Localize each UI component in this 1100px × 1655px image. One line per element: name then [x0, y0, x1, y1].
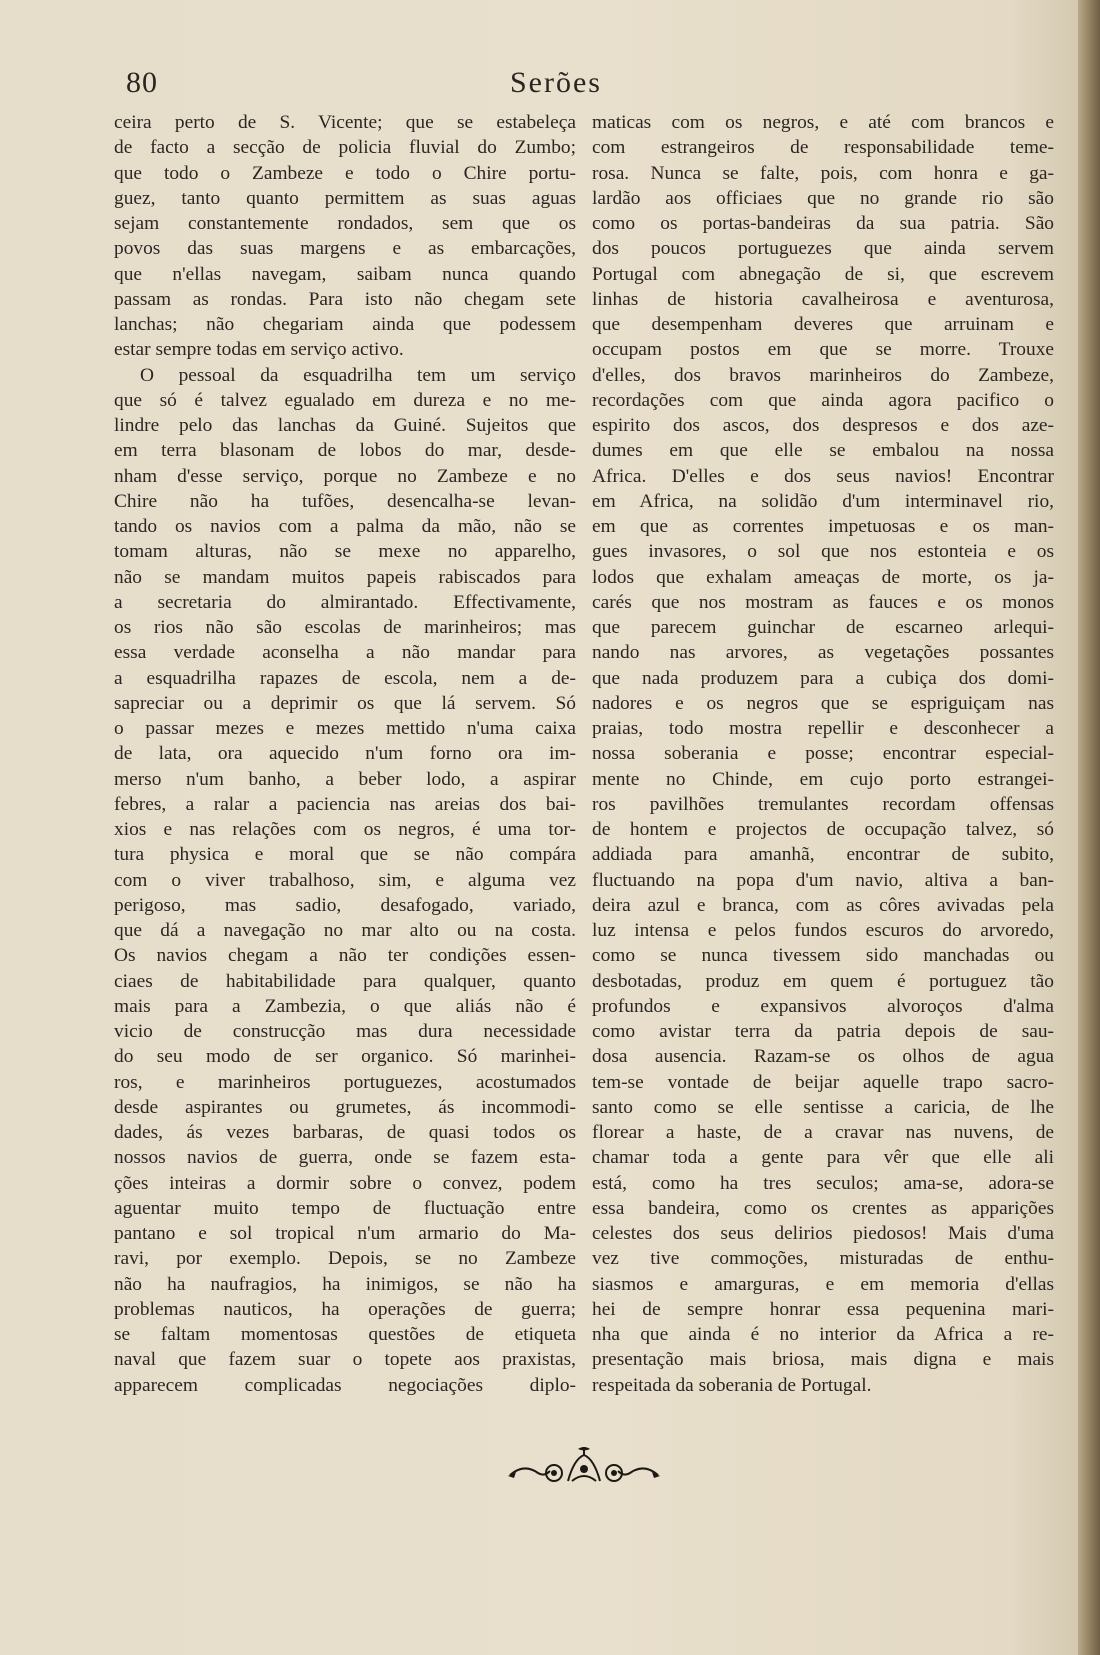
text-line: passam as rondas. Para isto não chegam sete [114, 288, 576, 310]
text-line: nadores e os negros que se espriguiçam nas [592, 692, 1054, 714]
text-line: dosa ausencia. Razam-se os olhos de agua [592, 1046, 1054, 1068]
text-line: nha que ainda é no interior da Africa a re- [592, 1324, 1054, 1345]
text-line: mente no Chinde, em cujo porto estrangei- [592, 768, 1054, 790]
text-line: sapreciar ou a deprimir os que lá servem. Só [114, 692, 576, 714]
text-line: respeitada da soberania de Portugal. [592, 1374, 872, 1396]
text-line: Chire não ha tufões, desencalha-se levan- [114, 490, 576, 512]
text-line: dumes em que elle se embalou na nossa [592, 440, 1054, 462]
text-line: lardão aos officiaes que no grande rio são [592, 187, 1054, 209]
running-title: Serões [510, 66, 602, 99]
text-line: que nada produzem para a cubiça dos domi- [592, 667, 1054, 689]
page-number: 80 [126, 66, 158, 99]
text-line: com estrangeiros de responsabilidade teme- [592, 137, 1054, 159]
text-line: que só é talvez egualado em dureza e no me- [114, 389, 576, 411]
text-line: que n'ellas navegam, saibam nunca quando [114, 263, 576, 285]
text-line: lanchas; não chegariam ainda que podessem [114, 314, 576, 335]
text-line: febres, a ralar a paciencia nas areias dos bai- [114, 793, 576, 815]
text-line: florear a haste, de a cravar nas nuvens, de [592, 1122, 1054, 1143]
text-line: chamar toda a gente para vêr que elle ali [592, 1147, 1054, 1169]
text-line: que desempenham deveres que arruinam e [592, 314, 1054, 335]
text-line: em que as correntes impetuosas e os man- [592, 516, 1054, 537]
text-line: ravi, por exemplo. Depois, se no Zambeze [114, 1248, 576, 1270]
text-line: hei de sempre honrar essa pequenina mari- [592, 1298, 1054, 1320]
text-line: de lata, ora aquecido n'um forno ora im- [114, 743, 576, 765]
text-line: essa bandeira, como os crentes as apparições [592, 1197, 1054, 1219]
text-line: problemas nauticos, ha operações de guerra; [114, 1298, 576, 1320]
text-line: nossa soberania e posse; encontrar especial- [592, 743, 1054, 765]
text-line: de facto a secção de policia fluvial do Zumbo; [114, 137, 576, 159]
text-line: deira azul e branca, com as côres avivadas pela [592, 894, 1054, 916]
text-line: de hontem e projectos de occupação talvez, só [592, 819, 1054, 840]
text-line: ciaes de habitabilidade para qualquer, quanto [114, 970, 576, 992]
text-line: tura physica e moral que se não compára [114, 844, 576, 866]
text-line: a secretaria do almirantado. Effectivamente, [114, 591, 576, 613]
floral-tailpiece-icon [504, 1445, 664, 1489]
text-line: está, como ha tres seculos; ama-se, adora-se [592, 1172, 1054, 1194]
text-line: o passar mezes e mezes mettido n'uma caixa [114, 718, 576, 739]
text-line: profundos e expansivos alvoroços d'alma [592, 995, 1054, 1017]
text-line: lindre pelo das lanchas da Guiné. Sujeitos que [114, 415, 576, 436]
right-text-column [592, 110, 1054, 1398]
text-line: rosa. Nunca se falte, pois, com honra e ga- [592, 162, 1054, 184]
book-spine-edge [1078, 0, 1100, 1655]
text-line: com o viver trabalhoso, sim, e alguma vez [114, 869, 576, 891]
text-line: Os navios chegam a não ter condições essen- [114, 945, 576, 967]
text-line: a esquadrilha rapazes de escola, nem a de- [114, 667, 576, 689]
text-line: fluctuando na popa d'um navio, altiva a ban- [592, 869, 1054, 891]
text-line: povos das suas margens e as embarcações, [114, 238, 576, 260]
text-line: guez, tanto quanto permittem as suas aguas [114, 187, 576, 209]
text-line: recordações com que ainda agora pacifico o [592, 389, 1054, 411]
text-line: lodos que exhalam ameaças de morte, os ja- [592, 566, 1054, 588]
text-line: celestes dos seus delirios piedosos! Mais d'uma [592, 1223, 1054, 1244]
text-line: tomam alturas, não se mexe no apparelho, [114, 541, 576, 563]
text-line: ções inteiras a dormir sobre o convez, podem [114, 1172, 576, 1194]
text-line: apparecem complicadas negociações diplo- [114, 1374, 576, 1396]
text-line: ros pavilhões tremulantes recordam offensas [592, 793, 1054, 815]
text-line: aguentar muito tempo de fluctuação entre [114, 1197, 576, 1219]
text-line: addiada para amanhã, encontrar de subito, [592, 844, 1054, 866]
text-line: xios e nas relações com os negros, é uma tor- [114, 819, 576, 840]
text-line: nossos navios de guerra, onde se fazem esta- [114, 1147, 576, 1169]
text-line: luz intensa e pelos fundos escuros do arvoredo, [592, 920, 1054, 941]
text-line: em Africa, na solidão d'um interminavel rio, [592, 490, 1054, 512]
text-line: nham d'esse serviço, porque no Zambeze e no [114, 465, 576, 487]
text-line: santo como se elle sentisse a caricia, de lhe [592, 1096, 1054, 1118]
text-line: ros, e marinheiros portuguezes, acostumados [114, 1071, 576, 1093]
text-line: que parecem guinchar de escarneo arlequi- [592, 617, 1054, 638]
text-line: em terra blasonam de lobos do mar, desde- [114, 440, 576, 462]
text-line: occupam postos em que se morre. Trouxe [592, 339, 1054, 361]
text-line: não ha naufragios, ha inimigos, se não ha [114, 1273, 576, 1295]
text-line: perigoso, mas sadio, desafogado, variado, [114, 894, 576, 916]
text-line: espirito dos ascos, dos despresos e dos aze- [592, 415, 1054, 436]
text-line: os rios não são escolas de marinheiros; mas [114, 617, 576, 638]
text-line: como os portas-bandeiras da sua patria. São [592, 213, 1054, 234]
text-line: tem-se vontade de beijar aquelle trapo sacro- [592, 1071, 1054, 1093]
text-line: mais para a Zambezia, o que aliás não é [114, 995, 576, 1017]
text-line: dos poucos portuguezes que ainda servem [592, 238, 1054, 260]
text-line: vez tive commoções, misturadas de enthu- [592, 1248, 1054, 1270]
text-line: sejam constantemente rondados, sem que os [114, 213, 576, 234]
text-line: desbotadas, produz em quem é portuguez tão [592, 970, 1054, 992]
text-line: Africa. D'elles e dos seus navios! Encontrar [592, 465, 1054, 487]
text-line: naval que fazem suar o topete aos praxistas, [114, 1349, 576, 1371]
text-line: siasmos e amarguras, e em memoria d'ellas [592, 1273, 1054, 1295]
text-line: que todo o Zambeze e todo o Chire portu- [114, 162, 576, 184]
text-line: que dá a navegação no mar alto ou na costa. [114, 920, 576, 941]
text-line: praias, todo mostra repellir e desconhecer a [592, 718, 1054, 739]
text-line: d'elles, dos bravos marinheiros do Zambeze, [592, 364, 1054, 386]
text-line: presentação mais briosa, mais digna e mais [592, 1349, 1054, 1371]
text-line: O pessoal da esquadrilha tem um serviço [140, 364, 576, 386]
text-line: como avistar terra da patria depois de sau- [592, 1021, 1054, 1042]
left-text-column [114, 110, 576, 1398]
text-line: se faltam momentosas questões de etiqueta [114, 1324, 576, 1345]
text-line: ceira perto de S. Vicente; que se estabeleça [114, 112, 576, 133]
text-line: desde aspirantes ou grumetes, ás incommodi- [114, 1096, 576, 1118]
text-line: estar sempre todas em serviço activo. [114, 339, 404, 361]
text-line: carés que nos mostram as fauces e os monos [592, 591, 1054, 613]
text-line: tando os navios com a palma da mão, não se [114, 516, 576, 537]
text-line: gues invasores, o sol que nos estonteia e os [592, 541, 1054, 563]
text-line: merso n'um banho, a beber lodo, a aspirar [114, 768, 576, 790]
text-line: pantano e sol tropical n'um armario do Ma- [114, 1223, 576, 1244]
text-line: dades, ás vezes barbaras, de quasi todos os [114, 1122, 576, 1143]
text-line: vicio de construcção mas dura necessidade [114, 1021, 576, 1042]
text-line: do seu modo de ser organico. Só marinhei- [114, 1046, 576, 1068]
text-line: nando nas arvores, as vegetações possantes [592, 642, 1054, 664]
text-line: linhas de historia cavalheirosa e aventurosa, [592, 288, 1054, 310]
text-line: essa verdade aconselha a não mandar para [114, 642, 576, 664]
text-line: maticas com os negros, e até com brancos e [592, 112, 1054, 133]
text-line: não se mandam muitos papeis rabiscados para [114, 566, 576, 588]
text-line: Portugal com abnegação de si, que escrevem [592, 263, 1054, 285]
text-line: como se nunca tivessem sido manchadas ou [592, 945, 1054, 967]
